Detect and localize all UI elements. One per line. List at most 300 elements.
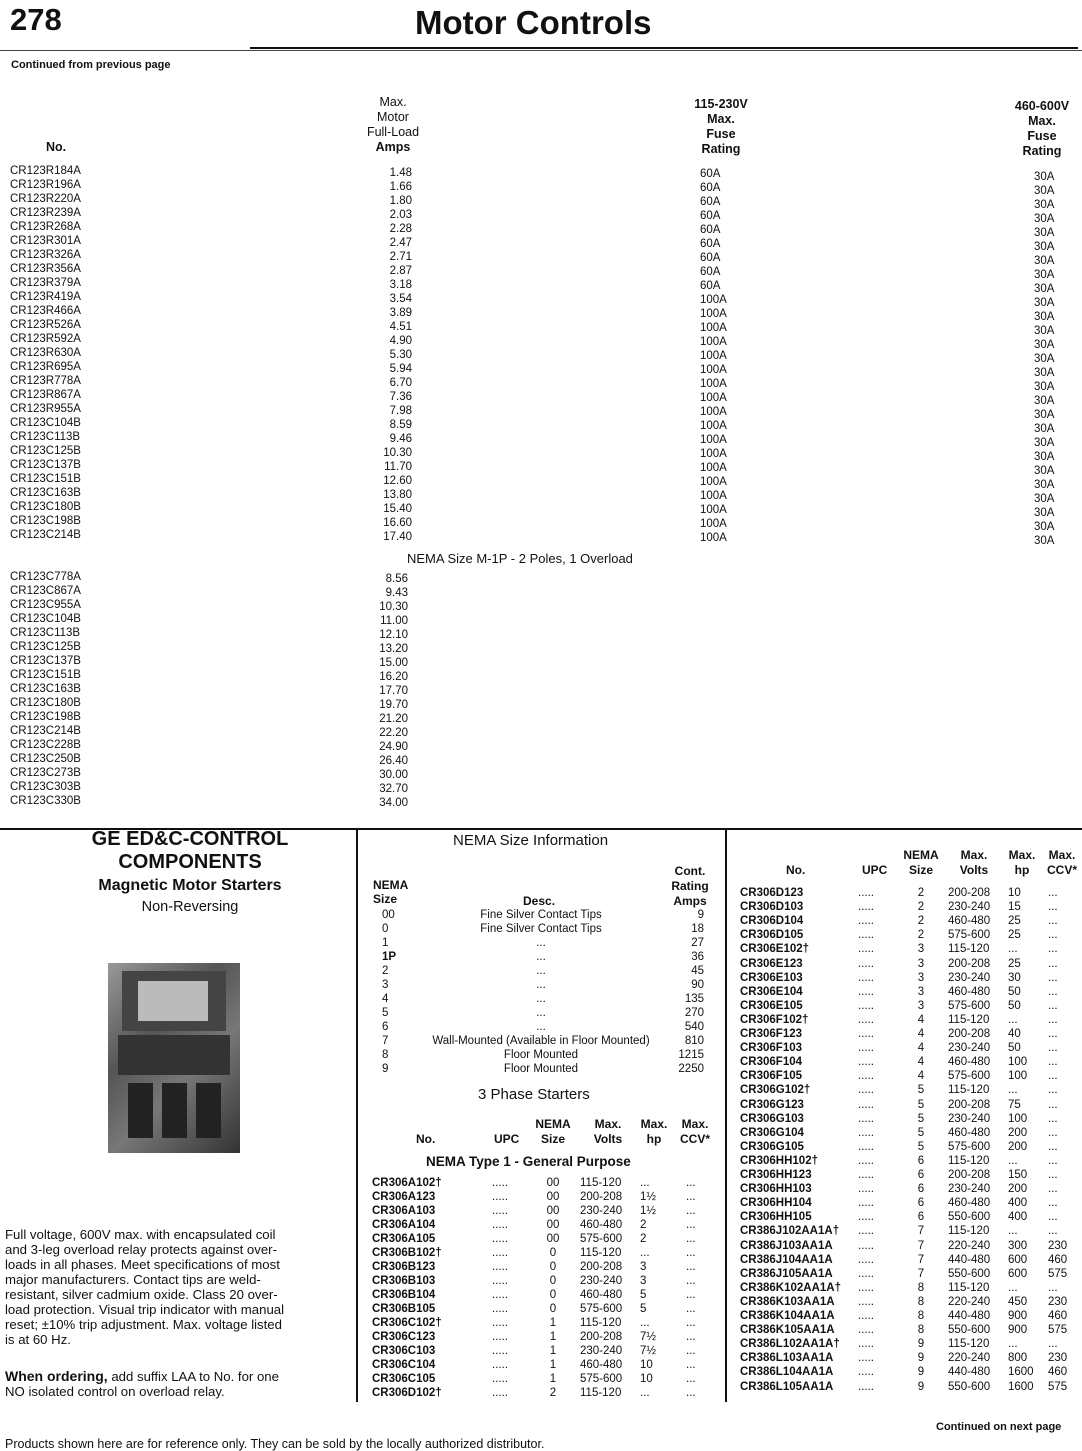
starter-nema-size: 1 — [549, 1373, 557, 1385]
starter-catalog-number: CR306E105 — [740, 999, 803, 1012]
starter-nema-size: 0 — [549, 1303, 557, 1315]
starter-upc: ..... — [492, 1233, 508, 1245]
catalog-number: CR123C250B — [10, 753, 81, 765]
starter-nema-size: 2 — [917, 887, 925, 899]
starter-volts: 550-600 — [948, 1267, 991, 1280]
starter-catalog-number: CR306F105 — [740, 1070, 803, 1083]
starter-ccv: 230 — [1048, 1295, 1068, 1308]
starter-hp: 30 — [1008, 971, 1021, 984]
starter-ccv: ... — [1048, 1140, 1058, 1153]
starter-hp: 100 — [1008, 1070, 1028, 1083]
starter-upc: ..... — [858, 999, 874, 1012]
starter-ccv: ... — [1048, 1126, 1058, 1139]
starter-ccv: ... — [1048, 887, 1058, 899]
nema-info-amps-header — [664, 864, 716, 909]
fuse-rating-230v: 100A — [700, 476, 727, 488]
full-load-amps: 3.89 — [389, 307, 412, 319]
full-load-amps: 34.00 — [379, 797, 408, 809]
starter-catalog-number: CR306D105 — [740, 929, 804, 942]
starter-upc: ..... — [492, 1317, 508, 1329]
fuse-rating-600v: 30A — [1034, 451, 1055, 463]
starter-volts: 575-600 — [580, 1233, 623, 1245]
starter-upc: ..... — [492, 1359, 508, 1371]
starter-upc: ..... — [492, 1177, 508, 1189]
starter-catalog-number: CR306B104 — [372, 1289, 436, 1301]
catalog-number: CR123C151B — [10, 669, 81, 681]
starter-upc: ..... — [492, 1303, 508, 1315]
col-header-amps-line1: Max. — [379, 95, 407, 109]
starter-upc: ..... — [492, 1247, 508, 1259]
starter-ccv: 460 — [1048, 1253, 1068, 1266]
catalog-number: CR123C125B — [10, 641, 81, 653]
starter-ccv: ... — [686, 1191, 696, 1203]
starter-catalog-number: CR306A104 — [372, 1219, 436, 1231]
starter-ccv: ... — [686, 1233, 696, 1245]
starter-volts: 460-480 — [948, 985, 991, 998]
starter-ccv: ... — [1048, 1169, 1058, 1181]
column-divider-2 — [725, 830, 727, 1402]
full-load-amps: 2.87 — [389, 265, 412, 277]
starter-ccv: ... — [686, 1317, 696, 1329]
starter-volts: 115-120 — [948, 1281, 990, 1294]
starter-ccv: ... — [1048, 999, 1058, 1012]
fuse-rating-230v: 100A — [700, 420, 727, 432]
nema-size: 7 — [382, 1035, 389, 1047]
right-header-volts-line2: Volts — [959, 863, 989, 877]
starter-ccv: ... — [1048, 1154, 1058, 1167]
fuse-rating-230v: 100A — [700, 308, 727, 320]
starter-nema-size: 6 — [917, 1154, 925, 1167]
starter-volts: 230-240 — [580, 1275, 623, 1287]
description-line: reset; ±10% trip adjustment. Max. voltage listed — [5, 1317, 282, 1332]
nema-desc: ... — [536, 1021, 546, 1033]
nema-desc: Wall-Mounted (Available in Floor Mounted) — [432, 1035, 650, 1047]
fuse-rating-600v: 30A — [1034, 465, 1055, 477]
fuse-rating-230v: 60A — [700, 280, 721, 292]
starter-nema-size: 00 — [546, 1233, 560, 1245]
nema-amps: 810 — [684, 1035, 704, 1047]
col-header-fuse230-line2: Max. — [707, 112, 735, 126]
starter-hp: 900 — [1008, 1310, 1028, 1322]
starter-volts: 220-240 — [948, 1239, 991, 1252]
starter-ccv: ... — [1048, 1183, 1058, 1196]
starter-ccv: ... — [1048, 1013, 1058, 1026]
fuse-rating-230v: 100A — [700, 364, 727, 376]
catalog-number: CR123C198B — [10, 515, 81, 527]
starter-catalog-number: CR306B103 — [372, 1275, 436, 1287]
full-load-amps: 30.00 — [379, 769, 408, 781]
brand-title — [40, 828, 340, 874]
nema-amps: 540 — [684, 1021, 704, 1033]
catalog-number: CR123C955A — [10, 599, 81, 611]
starter-volts: 115-120 — [580, 1387, 622, 1399]
starter-catalog-number: CR386L102AA1A† — [740, 1338, 840, 1351]
fuse-rating-600v: 30A — [1034, 423, 1055, 435]
starter-ccv: ... — [1048, 1098, 1058, 1111]
starter-catalog-number: CR306C123 — [372, 1331, 436, 1343]
brand-line1: GE ED&C-CONTROL — [91, 828, 289, 850]
fuse-rating-600v: 30A — [1034, 227, 1055, 239]
starter-catalog-number: CR306HH104 — [740, 1197, 812, 1210]
fuse-rating-600v: 30A — [1034, 479, 1055, 491]
starter-upc: ..... — [858, 1380, 874, 1393]
starter-hp: ... — [1008, 1281, 1018, 1294]
description-line: load protection. Visual trip indicator with manual — [5, 1302, 285, 1317]
starter-upc: ..... — [858, 1352, 874, 1365]
starter-hp: 100 — [1008, 1056, 1028, 1069]
starter-volts: 575-600 — [948, 1140, 991, 1153]
starter-upc: ..... — [858, 1126, 874, 1139]
col-header-amps-line4: Amps — [375, 140, 411, 154]
fuse-rating-600v: 30A — [1034, 353, 1055, 365]
starter-ccv: ... — [1048, 1338, 1058, 1351]
starter-upc: ..... — [858, 1056, 874, 1069]
starter-catalog-number: CR386K103AA1A — [740, 1295, 835, 1308]
nema-desc: Fine Silver Contact Tips — [480, 923, 602, 935]
starter-catalog-number: CR306C105 — [372, 1373, 436, 1385]
starter-upc: ..... — [858, 1112, 874, 1125]
starter-volts: 440-480 — [948, 1310, 991, 1322]
starter-catalog-number: CR306E103 — [740, 971, 803, 984]
starter-ccv: ... — [1048, 1225, 1058, 1238]
disclaimer: Products shown here are for reference only. They can be sold by the locally authorized distributor. — [5, 1437, 545, 1451]
product-subtitle: Non-Reversing — [141, 899, 239, 915]
starter-catalog-number: CR386J105AA1A — [740, 1267, 833, 1280]
starter-catalog-number: CR306G103 — [740, 1112, 804, 1125]
starter-upc: ..... — [858, 887, 874, 899]
continued-next-note: Continued on next page — [936, 1421, 1062, 1433]
col-header-fuse600-line1: 460-600V — [1014, 99, 1070, 113]
starter-hp: 5 — [640, 1289, 647, 1301]
catalog-number: CR123C214B — [10, 529, 81, 541]
starter-ccv: ... — [1048, 1042, 1058, 1055]
nema-desc: ... — [536, 1007, 546, 1019]
fuse-rating-600v: 30A — [1034, 213, 1055, 225]
catalog-number: CR123C104B — [10, 613, 81, 625]
starter-volts: 550-600 — [948, 1211, 991, 1224]
catalog-number: CR123C104B — [10, 417, 81, 429]
starter-ccv: ... — [1048, 1112, 1058, 1125]
fuse-rating-230v: 60A — [700, 182, 721, 194]
starter-upc: ..... — [858, 1253, 874, 1266]
description-line: is at 60 Hz. — [5, 1332, 71, 1347]
full-load-amps: 13.80 — [383, 489, 412, 501]
starter-ccv: ... — [686, 1359, 696, 1371]
starter-catalog-number: CR306F102† — [740, 1013, 809, 1026]
full-load-amps: 10.30 — [383, 447, 412, 459]
starter-hp: 200 — [1008, 1126, 1028, 1139]
fuse-rating-600v: 30A — [1034, 255, 1055, 267]
section-heading-m1p — [407, 551, 633, 566]
fuse-rating-600v: 30A — [1034, 521, 1055, 533]
column-divider-1 — [356, 830, 358, 1402]
nema-amps: 1215 — [678, 1049, 704, 1061]
starter-volts: 200-208 — [948, 1169, 991, 1181]
fuse-rating-230v: 60A — [700, 224, 721, 236]
nema-size: 4 — [382, 993, 389, 1005]
starter-nema-size: 3 — [917, 985, 925, 998]
starter-nema-size: 7 — [917, 1267, 925, 1280]
starter-hp: 5 — [640, 1303, 647, 1315]
full-load-amps: 26.40 — [379, 755, 408, 767]
starter-catalog-number: CR306HH102† — [740, 1154, 818, 1167]
starter-nema-size: 00 — [546, 1219, 560, 1231]
catalog-number: CR123C163B — [10, 683, 81, 695]
starter-volts: 460-480 — [948, 1126, 991, 1139]
starter-hp: ... — [1008, 1154, 1018, 1167]
full-load-amps: 9.46 — [389, 433, 412, 445]
starter-catalog-number: CR306A103 — [372, 1205, 436, 1217]
starter-catalog-number: CR386K104AA1A — [740, 1310, 835, 1322]
full-load-amps: 16.20 — [379, 671, 408, 683]
starter-nema-size: 00 — [546, 1205, 560, 1217]
starter-volts: 115-120 — [580, 1247, 622, 1259]
starter-nema-size: 0 — [549, 1289, 557, 1301]
page-title: Motor Controls — [415, 4, 652, 41]
starter-upc: ..... — [858, 1013, 874, 1026]
nema-amps-header-line3: Amps — [673, 894, 707, 908]
starter-catalog-number: CR306G105 — [740, 1140, 804, 1153]
starter-volts: 220-240 — [948, 1295, 991, 1308]
nema-info-title: NEMA Size Information — [453, 832, 609, 849]
motor-starter-photo — [108, 963, 240, 1153]
starter-nema-size: 5 — [917, 1112, 925, 1125]
full-load-amps: 16.60 — [383, 517, 412, 529]
starter-upc: ..... — [858, 1239, 874, 1252]
right-header-hp — [1004, 848, 1040, 878]
starter-nema-size: 3 — [917, 943, 925, 956]
col-header-fuse600-line3: Fuse — [1027, 129, 1057, 143]
full-load-amps: 2.03 — [389, 209, 412, 221]
starter-volts: 115-120 — [948, 1084, 990, 1097]
starter-ccv: 460 — [1048, 1366, 1068, 1379]
starter-volts: 460-480 — [948, 1197, 991, 1210]
fuse-rating-230v: 100A — [700, 350, 727, 362]
starter-catalog-number: CR306E123 — [740, 957, 803, 970]
starter-volts: 115-120 — [948, 1338, 990, 1351]
mid-header-hp — [636, 1117, 672, 1147]
starter-hp: 3 — [640, 1275, 647, 1287]
starter-nema-size: 8 — [917, 1295, 925, 1308]
starter-upc: ..... — [858, 1211, 874, 1224]
col-header-amps-line3: Full-Load — [366, 125, 420, 139]
col-header-amps — [352, 95, 434, 155]
fuse-rating-600v: 30A — [1034, 367, 1055, 379]
starter-nema-size: 0 — [549, 1275, 557, 1287]
header-rule — [250, 47, 1078, 49]
starter-upc: ..... — [858, 1295, 874, 1308]
fuse-rating-230v: 100A — [700, 448, 727, 460]
starter-catalog-number: CR386L104AA1A — [740, 1366, 834, 1379]
nema-size: 8 — [382, 1049, 389, 1061]
starter-upc: ..... — [492, 1275, 508, 1287]
starter-hp: ... — [640, 1387, 650, 1399]
fuse-rating-600v: 30A — [1034, 171, 1055, 183]
starter-catalog-number: CR306B123 — [372, 1261, 436, 1273]
page-number: 278 — [10, 2, 62, 37]
full-load-amps: 17.70 — [379, 685, 408, 697]
catalog-number: CR123R326A — [10, 249, 81, 261]
starter-nema-size: 5 — [917, 1098, 925, 1111]
catalog-number: CR123C113B — [10, 431, 81, 443]
col-header-fuse230-line1: 115-230V — [694, 97, 748, 111]
nema-amps: 36 — [691, 951, 704, 963]
starter-catalog-number: CR306C103 — [372, 1345, 436, 1357]
col-header-fuse230 — [680, 97, 762, 157]
starter-volts: 460-480 — [948, 1056, 991, 1069]
nema-amps-header-line1: Cont. — [674, 864, 706, 878]
starter-volts: 230-240 — [948, 971, 991, 984]
starter-hp: 600 — [1008, 1267, 1028, 1280]
starter-ccv: ... — [1048, 1197, 1058, 1210]
mid-header-volts-line1: Max. — [594, 1117, 622, 1131]
catalog-number: CR123R419A — [10, 291, 81, 303]
starter-upc: ..... — [858, 901, 874, 914]
starter-nema-size: 1 — [549, 1331, 557, 1343]
starter-nema-size: 5 — [917, 1126, 925, 1139]
fuse-rating-230v: 100A — [700, 294, 727, 306]
nema-desc: ... — [536, 951, 546, 963]
starter-catalog-number: CR306A105 — [372, 1233, 436, 1245]
starter-catalog-number: CR306F123 — [740, 1028, 803, 1040]
mid-header-no: No. — [416, 1132, 436, 1146]
full-load-amps: 11.70 — [384, 461, 412, 473]
nema-amps: 45 — [691, 965, 704, 977]
starter-catalog-number: CR306G104 — [740, 1126, 804, 1139]
full-load-amps: 4.51 — [389, 321, 412, 333]
fuse-rating-600v: 30A — [1034, 241, 1055, 253]
starter-upc: ..... — [492, 1191, 508, 1203]
full-load-amps: 2.47 — [389, 237, 412, 249]
starter-volts: 575-600 — [948, 1070, 991, 1083]
full-load-amps: 15.40 — [383, 503, 412, 515]
starter-catalog-number: CR306F103 — [740, 1042, 803, 1055]
starter-volts: 200-208 — [580, 1261, 623, 1273]
starter-volts: 575-600 — [948, 999, 991, 1012]
starter-ccv: ... — [686, 1345, 696, 1357]
right-header-no: No. — [786, 863, 806, 877]
starter-ccv: 575 — [1048, 1324, 1068, 1337]
right-header-ccv — [1044, 848, 1080, 878]
starter-ccv: ... — [686, 1275, 696, 1287]
full-load-amps: 5.94 — [389, 363, 412, 375]
section-heading-text: NEMA Size M-1P - 2 Poles, 1 Overload — [407, 551, 633, 566]
starter-upc: ..... — [858, 1070, 874, 1083]
mid-header-nema-line2: Size — [540, 1132, 565, 1146]
starter-hp: 2 — [640, 1233, 647, 1245]
starter-volts: 200-208 — [948, 957, 991, 970]
starter-volts: 200-208 — [948, 1098, 991, 1111]
starter-nema-size: 00 — [546, 1177, 560, 1189]
fuse-rating-600v: 30A — [1034, 339, 1055, 351]
starter-nema-size: 8 — [917, 1324, 925, 1337]
starter-nema-size: 6 — [917, 1197, 925, 1210]
starter-hp: ... — [1008, 1225, 1018, 1238]
col-header-no: No. — [46, 140, 67, 154]
starter-nema-size: 5 — [917, 1140, 925, 1153]
right-header-ccv-line1: Max. — [1048, 848, 1076, 862]
full-load-amps: 6.70 — [389, 377, 412, 389]
mid-header-nema — [532, 1117, 574, 1147]
starter-ccv: ... — [686, 1373, 696, 1385]
col-header-amps-line2: Motor — [377, 110, 409, 124]
starter-upc: ..... — [492, 1219, 508, 1231]
brand-line2: COMPONENTS — [118, 851, 262, 873]
catalog-number: CR123R379A — [10, 277, 81, 289]
starter-ccv: ... — [1048, 915, 1058, 928]
starter-catalog-number: CR306A123 — [372, 1191, 436, 1203]
continued-note: Continued from previous page — [11, 59, 171, 71]
fuse-rating-230v: 100A — [700, 518, 727, 530]
nema-desc: ... — [536, 979, 546, 991]
starter-upc: ..... — [858, 1338, 874, 1351]
starter-ccv: ... — [686, 1387, 696, 1399]
fuse-rating-600v: 30A — [1034, 199, 1055, 211]
starter-upc: ..... — [858, 1042, 874, 1055]
starter-nema-size: 2 — [917, 901, 925, 914]
starter-ccv: ... — [1048, 1028, 1058, 1040]
description-line: major manufacturers. Contact tips are weld- — [5, 1272, 261, 1287]
right-header-volts — [950, 848, 998, 878]
starter-upc: ..... — [858, 971, 874, 984]
catalog-number: CR123C163B — [10, 487, 81, 499]
starter-catalog-number: CR306A102† — [372, 1177, 442, 1189]
catalog-number: CR123R526A — [10, 319, 81, 331]
fuse-rating-600v: 30A — [1034, 185, 1055, 197]
starter-ccv: 460 — [1048, 1310, 1068, 1322]
starter-nema-size: 5 — [917, 1084, 925, 1097]
starter-volts: 115-120 — [580, 1177, 622, 1189]
fuse-rating-230v: 60A — [700, 266, 721, 278]
starter-upc: ..... — [858, 1281, 874, 1294]
col-header-fuse600-line2: Max. — [1028, 114, 1056, 128]
fuse-rating-600v: 30A — [1034, 325, 1055, 337]
right-header-nema-line1: NEMA — [903, 848, 939, 862]
starter-hp: 200 — [1008, 1140, 1028, 1153]
catalog-number: CR123R867A — [10, 389, 81, 401]
starter-volts: 460-480 — [580, 1359, 623, 1371]
starter-hp: ... — [640, 1247, 650, 1259]
nema-size: 1 — [382, 937, 389, 949]
starter-nema-size: 9 — [917, 1338, 925, 1351]
catalog-number: CR123C273B — [10, 767, 81, 779]
starter-nema-size: 3 — [917, 999, 925, 1012]
starter-upc: ..... — [492, 1289, 508, 1301]
starter-hp: 600 — [1008, 1253, 1028, 1266]
catalog-number: CR123C180B — [10, 501, 81, 513]
catalog-number: CR123C137B — [10, 459, 81, 471]
starter-catalog-number: CR306F104 — [740, 1056, 803, 1069]
catalog-number: CR123R239A — [10, 207, 81, 219]
starter-hp: 10 — [640, 1359, 653, 1371]
catalog-number: CR123C180B — [10, 697, 81, 709]
starter-volts: 115-120 — [948, 1013, 990, 1026]
starter-hp: ... — [1008, 1084, 1018, 1097]
nema-desc: ... — [536, 937, 546, 949]
nema-size: 0 — [382, 923, 389, 935]
starter-nema-size: 4 — [917, 1013, 925, 1026]
nema-desc: Floor Mounted — [503, 1049, 579, 1061]
starter-ccv: ... — [686, 1303, 696, 1315]
full-load-amps: 11.00 — [380, 615, 408, 627]
starter-upc: ..... — [858, 1183, 874, 1196]
starter-hp: 400 — [1008, 1211, 1028, 1224]
starter-volts: 575-600 — [948, 929, 991, 942]
catalog-number: CR123R268A — [10, 221, 81, 233]
description-line: and 3-leg overload relay protects against over- — [5, 1242, 277, 1257]
starter-volts: 460-480 — [580, 1289, 623, 1301]
full-load-amps: 7.98 — [389, 405, 412, 417]
